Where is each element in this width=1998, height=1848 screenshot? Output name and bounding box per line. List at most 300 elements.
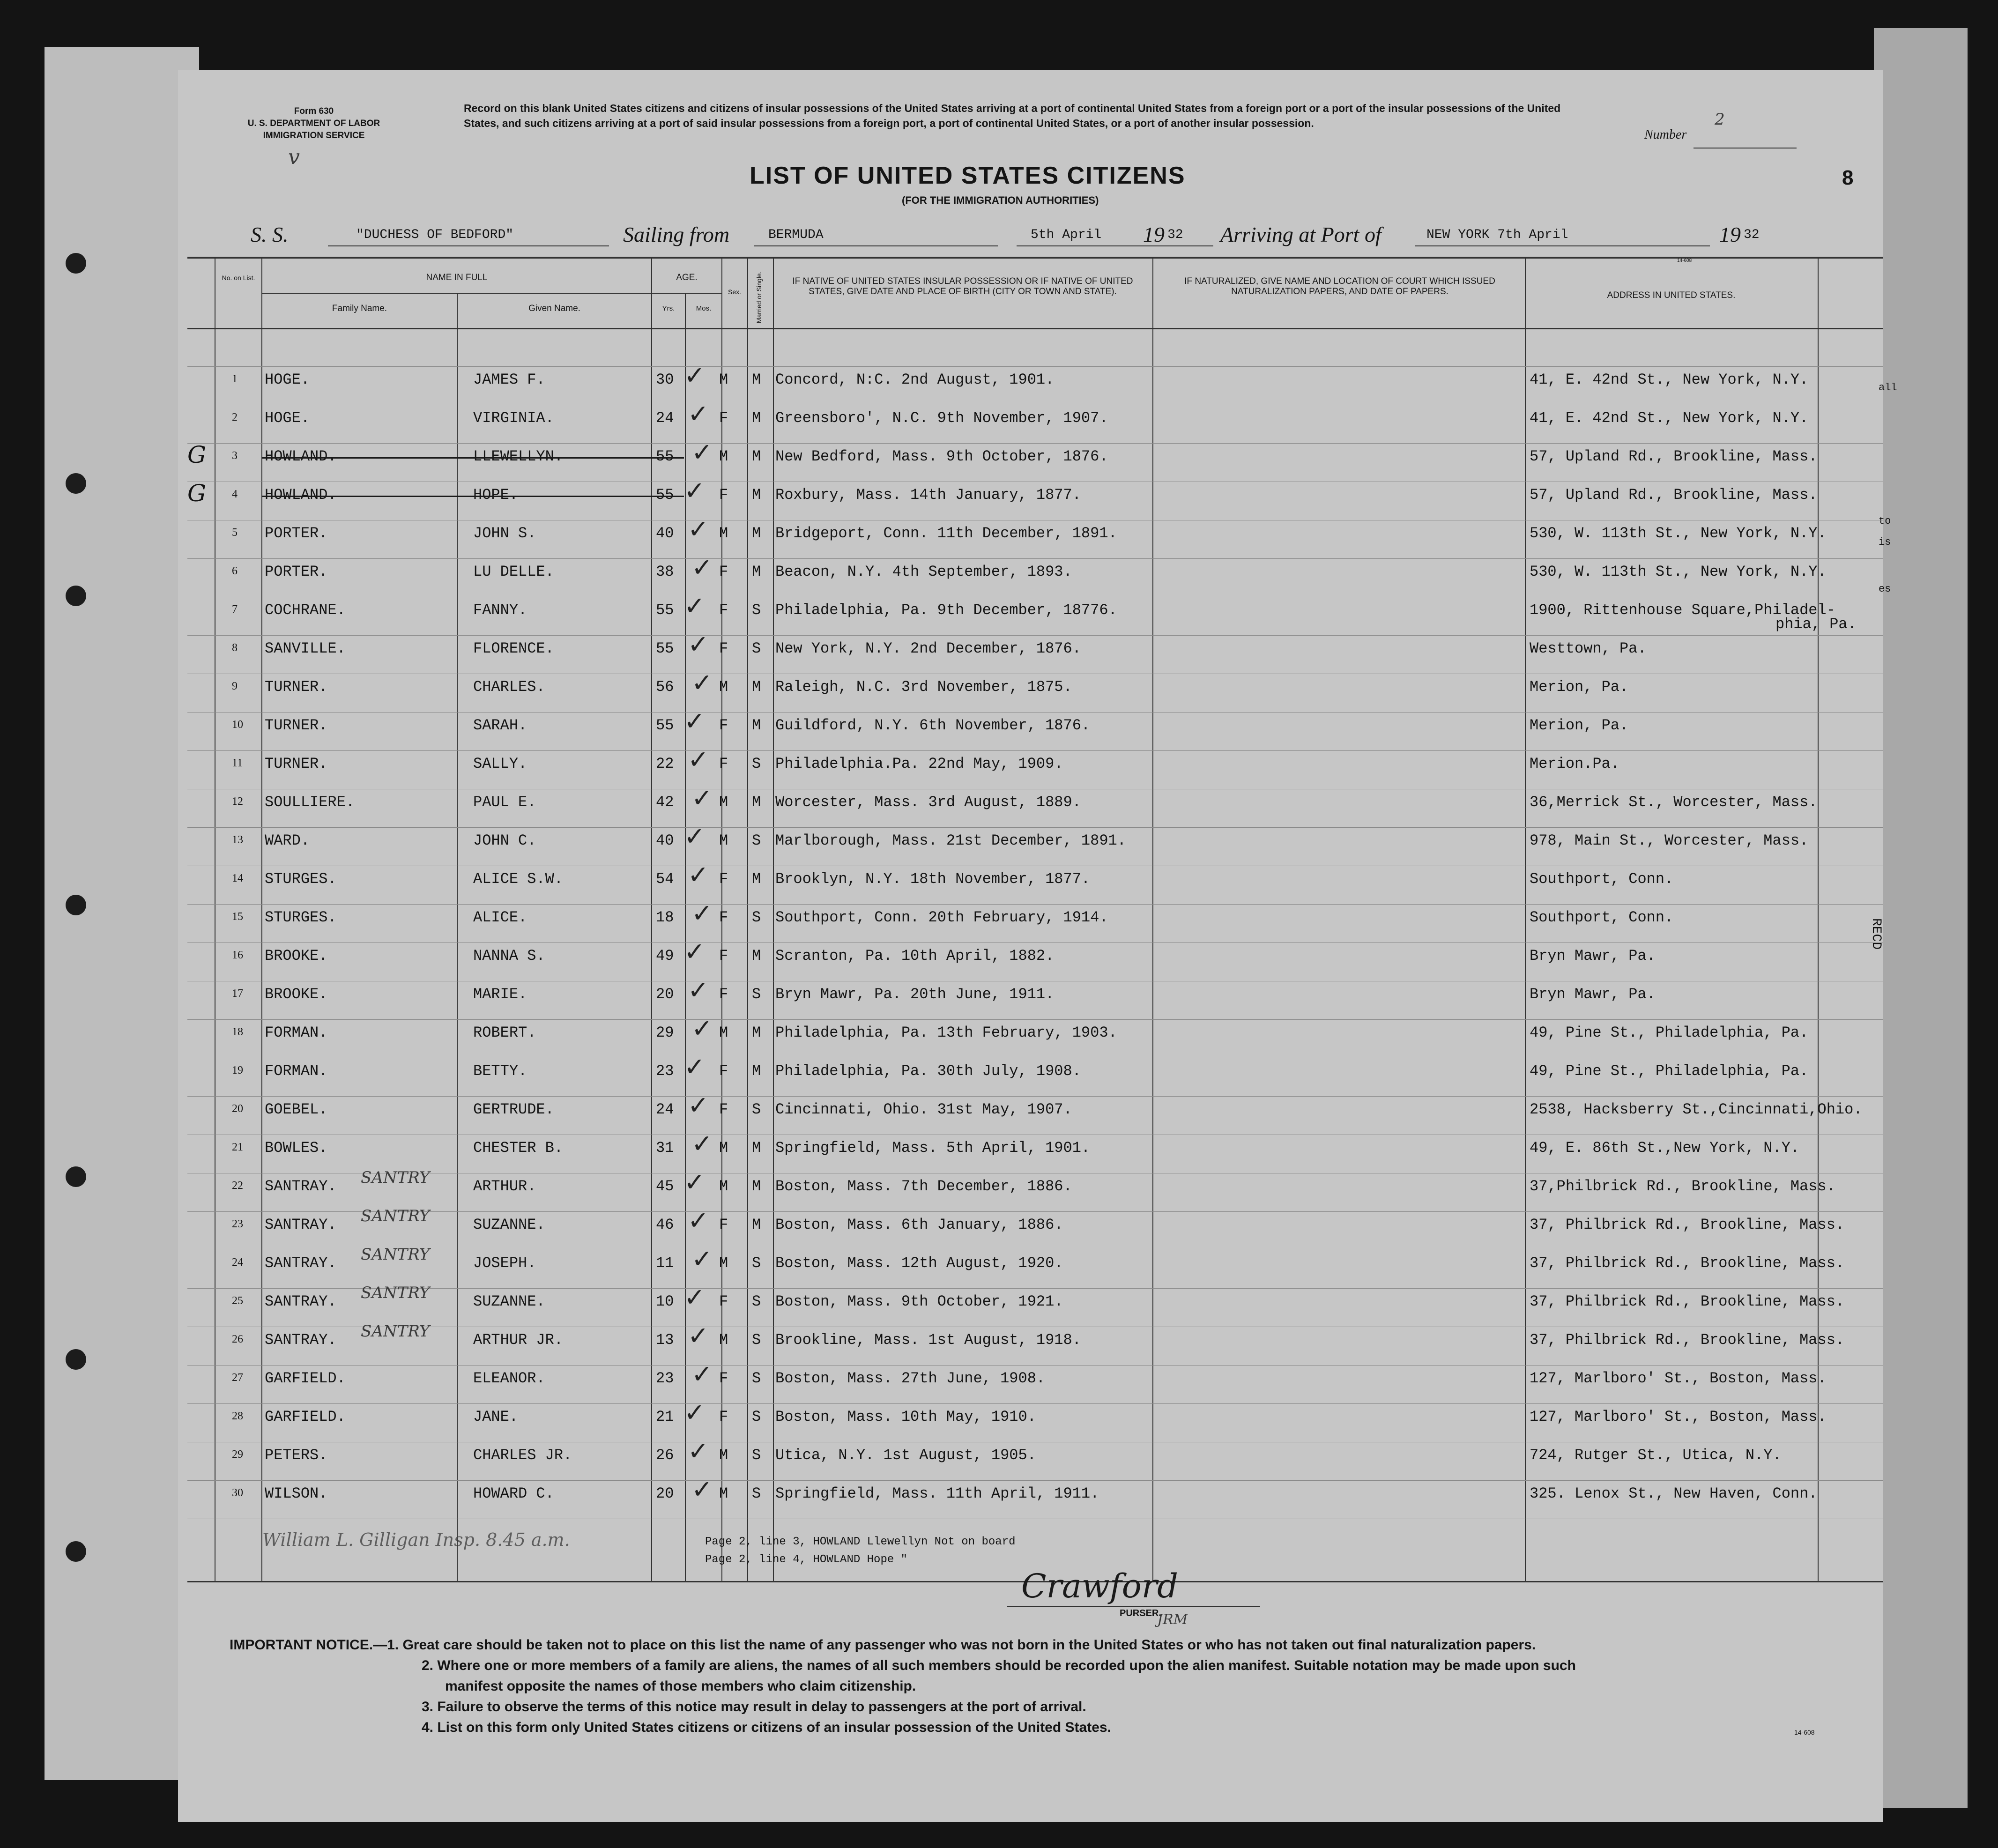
birth-place-date: Springfield, Mass. 5th April, 1901. <box>775 1139 1091 1157</box>
form-code: 14-608 <box>1794 1729 1815 1736</box>
us-address: 1900, Rittenhouse Square,Philadel- <box>1530 601 1835 619</box>
us-address: 37, Philbrick Rd., Brookline, Mass. <box>1530 1331 1845 1349</box>
arriving-label: Arriving at Port of <box>1220 223 1382 246</box>
marital-status: M <box>752 717 761 734</box>
birth-place-date: Philadelphia, Pa. 30th July, 1908. <box>775 1062 1081 1080</box>
family-name: SANTRAY. <box>265 1293 337 1310</box>
checkmark-icon: ✓ <box>684 1283 706 1312</box>
marital-status: M <box>752 1178 761 1195</box>
family-name: SOULLIERE. <box>265 794 355 811</box>
purser-initials: JRM <box>1157 1611 1188 1628</box>
checkmark-icon: ✓ <box>688 1091 709 1120</box>
birth-place-date: Boston, Mass. 7th December, 1886. <box>775 1178 1072 1195</box>
age-years: 23 <box>656 1062 674 1080</box>
marital-status: S <box>752 1485 761 1502</box>
us-address: 2538, Hacksberry St.,Cincinnati,Ohio. <box>1530 1101 1863 1118</box>
birth-place-date: New York, N.Y. 2nd December, 1876. <box>775 640 1081 657</box>
row-number: 6 <box>232 565 238 577</box>
row-number: 17 <box>232 987 243 1000</box>
age-years: 56 <box>656 678 674 696</box>
col-header-sex: Sex. <box>728 288 741 296</box>
us-address: 325. Lenox St., New Haven, Conn. <box>1530 1485 1818 1502</box>
birth-place-date: Greensboro', N.C. 9th November, 1907. <box>775 409 1108 427</box>
given-name: LU DELLE. <box>473 563 554 580</box>
birth-place-date: Bryn Mawr, Pa. 20th June, 1911. <box>775 986 1055 1003</box>
age-years: 54 <box>656 870 674 888</box>
punch-hole <box>66 1541 86 1562</box>
form-number: Form 630 <box>294 106 334 116</box>
margin-annotation: G <box>187 441 206 468</box>
table-row <box>0 783 1998 822</box>
row-number: 22 <box>232 1180 243 1192</box>
col-header-given-name: Given Name. <box>528 304 580 313</box>
sex: F <box>719 1062 728 1080</box>
checkmark-icon: ✓ <box>688 399 709 429</box>
birth-place-date: Boston, Mass. 9th October, 1921. <box>775 1293 1063 1310</box>
row-number: 14 <box>232 872 243 884</box>
row-number: 28 <box>232 1410 243 1422</box>
family-name: SANVILLE. <box>265 640 346 657</box>
given-name: PAUL E. <box>473 794 536 811</box>
family-name: SANTRAY. <box>265 1216 337 1233</box>
marital-status: M <box>752 794 761 811</box>
col-header-address: ADDRESS IN UNITED STATES. <box>1607 290 1736 300</box>
sex: F <box>719 717 728 734</box>
family-name: HOWLAND. <box>265 486 337 504</box>
us-address: 41, E. 42nd St., New York, N.Y. <box>1530 409 1809 427</box>
marital-status: S <box>752 909 761 926</box>
checkmark-icon: ✓ <box>684 361 706 390</box>
sex: M <box>719 1024 728 1041</box>
family-name: HOWLAND. <box>265 448 337 465</box>
checkmark-icon: ✓ <box>688 1321 709 1351</box>
age-years: 18 <box>656 909 674 926</box>
us-address: Southport, Conn. <box>1530 870 1674 888</box>
marital-status: S <box>752 755 761 772</box>
sex: M <box>719 448 728 465</box>
col-header-married-single: Married or Single. <box>755 271 763 323</box>
given-name: CHESTER B. <box>473 1139 564 1157</box>
marital-status: S <box>752 832 761 849</box>
given-name: JOHN S. <box>473 525 536 542</box>
sex: F <box>719 1216 728 1233</box>
checkmark-icon: ✓ <box>691 1129 713 1158</box>
checkmark-icon: ✓ <box>684 1052 706 1082</box>
marital-status: M <box>752 563 761 580</box>
age-years: 31 <box>656 1139 674 1157</box>
notice-item-2a: 2. Where one or more members of a family are aliens, the names of all such members should be recorded upon the alien manifest. Suitable notation may be made upon such <box>422 1658 1576 1673</box>
family-name: BROOKE. <box>265 947 328 965</box>
table-row <box>0 399 1998 438</box>
age-years: 55 <box>656 717 674 734</box>
signature-line <box>1007 1606 1260 1607</box>
col-header-naturalized: IF NATURALIZED, GIVE NAME AND LOCATION OF COURT WHICH ISSUED NATURALIZATION PAPERS, AND DATE OF PAPERS. <box>1184 276 1495 297</box>
age-years: 55 <box>656 486 674 504</box>
marital-status: M <box>752 409 761 427</box>
sex: F <box>719 870 728 888</box>
table-row <box>0 1436 1998 1475</box>
marital-status: S <box>752 640 761 657</box>
us-address: 127, Marlboro' St., Boston, Mass. <box>1530 1370 1827 1387</box>
handwritten-correction: SANTRY <box>361 1168 430 1187</box>
age-years: 23 <box>656 1370 674 1387</box>
sex: F <box>719 755 728 772</box>
marital-status: M <box>752 870 761 888</box>
family-name: TURNER. <box>265 717 328 734</box>
row-number: 30 <box>232 1487 243 1499</box>
table-row <box>0 1167 1998 1206</box>
number-label: Number <box>1644 127 1687 142</box>
checkmark-icon: ✓ <box>688 745 709 774</box>
birth-place-date: Worcester, Mass. 3rd August, 1889. <box>775 794 1081 811</box>
page-subtitle: (FOR THE IMMIGRATION AUTHORITIES) <box>902 194 1099 206</box>
birth-place-date: Southport, Conn. 20th February, 1914. <box>775 909 1108 926</box>
us-address: Westtown, Pa. <box>1530 640 1647 657</box>
arrival-port-date: NEW YORK 7th April <box>1426 228 1568 242</box>
age-years: 55 <box>656 601 674 619</box>
given-name: ARTHUR. <box>473 1178 536 1195</box>
sailing-year-suffix: 32 <box>1167 228 1183 242</box>
sex: M <box>719 1254 728 1272</box>
us-address: 49, Pine St., Philadelphia, Pa. <box>1530 1062 1809 1080</box>
row-number: 13 <box>232 834 243 846</box>
row-number: 16 <box>232 949 243 961</box>
age-years: 55 <box>656 448 674 465</box>
col-header-name-in-full: NAME IN FULL <box>426 273 488 282</box>
family-name: GOEBEL. <box>265 1101 328 1118</box>
table-row <box>0 630 1998 668</box>
us-address: 57, Upland Rd., Brookline, Mass. <box>1530 448 1818 465</box>
age-years: 10 <box>656 1293 674 1310</box>
marital-status: M <box>752 486 761 504</box>
row-number: 18 <box>232 1026 243 1038</box>
side-mark-all: all <box>1879 382 1897 393</box>
sex: F <box>719 1293 728 1310</box>
purser-label: PURSER. <box>1120 1608 1161 1618</box>
table-row <box>0 1052 1998 1091</box>
us-address: 530, W. 113th St., New York, N.Y. <box>1530 563 1827 580</box>
checkmark-icon: ✓ <box>684 1167 706 1197</box>
birth-place-date: Philadelphia.Pa. 22nd May, 1909. <box>775 755 1063 772</box>
age-years: 24 <box>656 409 674 427</box>
sailing-year-prefix: 19 <box>1143 223 1165 246</box>
col-header-age: AGE. <box>676 273 698 282</box>
sex: F <box>719 409 728 427</box>
given-name: BETTY. <box>473 1062 527 1080</box>
sex: M <box>719 1178 728 1195</box>
table-row <box>0 553 1998 591</box>
form-identification <box>225 105 403 142</box>
marital-status: S <box>752 1370 761 1387</box>
age-years: 11 <box>656 1254 674 1272</box>
age-years: 30 <box>656 371 674 388</box>
sex: M <box>719 832 728 849</box>
marital-status: M <box>752 1216 761 1233</box>
family-name: WARD. <box>265 832 310 849</box>
given-name: ROBERT. <box>473 1024 536 1041</box>
footnote-line-2: Page 2, line 4, HOWLAND Hope " <box>705 1553 908 1566</box>
given-name: SUZANNE. <box>473 1216 545 1233</box>
family-name: BOWLES. <box>265 1139 328 1157</box>
given-name: ARTHUR JR. <box>473 1331 564 1349</box>
row-number: 27 <box>232 1372 243 1384</box>
age-years: 49 <box>656 947 674 965</box>
given-name: MARIE. <box>473 986 527 1003</box>
sex: F <box>719 986 728 1003</box>
handwritten-correction: SANTRY <box>361 1322 430 1341</box>
page-title: LIST OF UNITED STATES CITIZENS <box>750 162 1186 189</box>
birth-place-date: Boston, Mass. 12th August, 1920. <box>775 1254 1063 1272</box>
family-name: TURNER. <box>265 755 328 772</box>
instructions-text: Record on this blank United States citizens and citizens of insular possessions of the United States arriving at a port of continental United States from a foreign port or a port of the insular possessions of the United States, and such citizens arriving at a port of said insular possessions from a foreign port, a port of continental United States, or a port of another insular possession. <box>464 102 1561 129</box>
given-name: ELEANOR. <box>473 1370 545 1387</box>
ss-label: S. S. <box>251 223 289 246</box>
col-header-no: No. on List. <box>222 274 255 282</box>
sex: F <box>719 1408 728 1425</box>
col-header-family-name: Family Name. <box>332 304 387 313</box>
birth-place-date: Guildford, N.Y. 6th November, 1876. <box>775 717 1091 734</box>
notice-item-3: 3. Failure to observe the terms of this notice may result in delay to passengers at the port of arrival. <box>422 1699 1086 1714</box>
handwritten-correction: SANTRY <box>361 1245 430 1264</box>
table-row <box>0 1091 1998 1129</box>
checkmark-icon: ✓ <box>684 937 706 966</box>
notice-item-4: 4. List on this form only United States citizens or citizens of an insular possession of the United States. <box>422 1720 1111 1735</box>
birth-place-date: Philadelphia, Pa. 9th December, 18776. <box>775 601 1117 619</box>
service-name: IMMIGRATION SERVICE <box>263 131 365 141</box>
purser-signature: Crawford <box>1021 1567 1178 1605</box>
col-header-yrs: Yrs. <box>662 304 675 312</box>
birth-place-date: Bridgeport, Conn. 11th December, 1891. <box>775 525 1117 542</box>
given-name: HOPE. <box>473 486 519 504</box>
row-number: 26 <box>232 1333 243 1345</box>
given-name: JOHN C. <box>473 832 536 849</box>
sex: F <box>719 909 728 926</box>
given-name: CHARLES. <box>473 678 545 696</box>
table-row <box>0 898 1998 937</box>
row-number: 29 <box>232 1448 243 1461</box>
birth-place-date: Brooklyn, N.Y. 18th November, 1877. <box>775 870 1091 888</box>
side-mark-es: es <box>1879 583 1891 595</box>
col-header-native: IF NATIVE OF UNITED STATES INSULAR POSSESSION OR IF NATIVE OF UNITED STATES, GIVE DATE AND PLACE OF BIRTH (CITY OR TOWN AND STATE). <box>792 276 1133 297</box>
given-name: CHARLES JR. <box>473 1447 572 1464</box>
age-years: 13 <box>656 1331 674 1349</box>
marital-status: S <box>752 1408 761 1425</box>
age-years: 22 <box>656 755 674 772</box>
checkmark-icon: ✓ <box>684 1398 706 1427</box>
family-name: GARFIELD. <box>265 1408 346 1425</box>
name-subheader-rule <box>262 293 661 294</box>
table-row <box>0 1359 1998 1398</box>
marital-status: M <box>752 947 761 965</box>
family-name: STURGES. <box>265 870 337 888</box>
sex: F <box>719 601 728 619</box>
checkmark-icon: ✓ <box>691 783 713 813</box>
checkmark-icon: ✓ <box>684 591 706 621</box>
given-name: GERTRUDE. <box>473 1101 554 1118</box>
checkmark-icon: ✓ <box>688 514 709 544</box>
marital-status: M <box>752 525 761 542</box>
marital-status: S <box>752 1293 761 1310</box>
row-number: 24 <box>232 1256 243 1269</box>
table-row <box>0 745 1998 783</box>
given-name: FLORENCE. <box>473 640 554 657</box>
us-address: 724, Rutger St., Utica, N.Y. <box>1530 1447 1782 1464</box>
department-name: U. S. DEPARTMENT OF LABOR <box>247 119 380 128</box>
sex: F <box>719 1370 728 1387</box>
given-name: VIRGINIA. <box>473 409 554 427</box>
sex: F <box>719 947 728 965</box>
marital-status: S <box>752 1331 761 1349</box>
row-number: 10 <box>232 719 243 731</box>
row-number: 2 <box>232 411 238 423</box>
row-number: 23 <box>232 1218 243 1230</box>
checkmark-icon: ✓ <box>691 1014 713 1043</box>
sex: M <box>719 794 728 811</box>
table-row <box>0 1014 1998 1052</box>
birth-place-date: New Bedford, Mass. 9th October, 1876. <box>775 448 1108 465</box>
marital-status: S <box>752 986 761 1003</box>
checkmark-icon: ✓ <box>684 476 706 505</box>
notice-item-1: Great care should be taken not to place on this list the name of any passenger who was not born in the United States or who has not taken out final naturalization papers. <box>402 1637 1536 1653</box>
birth-place-date: Marlborough, Mass. 21st December, 1891. <box>775 832 1126 849</box>
us-address: 41, E. 42nd St., New York, N.Y. <box>1530 371 1809 388</box>
handwritten-correction: SANTRY <box>361 1207 430 1225</box>
row-number: 15 <box>232 911 243 923</box>
checkmark-icon: ✓ <box>688 860 709 890</box>
corner-mark: 8 <box>1842 166 1854 189</box>
sex: F <box>719 486 728 504</box>
list-number: 2 <box>1715 110 1725 129</box>
family-name: COCHRANE. <box>265 601 346 619</box>
table-row <box>0 937 1998 975</box>
marital-status: M <box>752 448 761 465</box>
table-row <box>0 1398 1998 1436</box>
sex: M <box>719 525 728 542</box>
table-top-border <box>187 257 1883 259</box>
birth-place-date: Concord, N:C. 2nd August, 1901. <box>775 371 1055 388</box>
sex: F <box>719 1101 728 1118</box>
important-notice <box>230 1635 1576 1738</box>
sex: M <box>719 678 728 696</box>
row-number: 1 <box>232 373 238 385</box>
table-row <box>0 1475 1998 1513</box>
us-address-continued: phia, Pa. <box>1775 616 1857 633</box>
notice-label: IMPORTANT NOTICE.—1. <box>230 1637 399 1653</box>
strikethrough-line <box>262 457 684 459</box>
table-row <box>0 668 1998 706</box>
row-number: 3 <box>232 450 238 462</box>
age-years: 20 <box>656 1485 674 1502</box>
row-number: 21 <box>232 1141 243 1153</box>
age-subheader-rule <box>651 293 721 294</box>
marital-status: S <box>752 1254 761 1272</box>
arrival-year-suffix: 32 <box>1744 228 1760 242</box>
family-name: HOGE. <box>265 409 310 427</box>
row-number: 11 <box>232 757 243 769</box>
family-name: FORMAN. <box>265 1062 328 1080</box>
punch-hole <box>66 253 86 274</box>
age-years: 40 <box>656 832 674 849</box>
age-years: 40 <box>656 525 674 542</box>
sex: M <box>719 1139 728 1157</box>
family-name: GARFIELD. <box>265 1370 346 1387</box>
given-name: JANE. <box>473 1408 519 1425</box>
family-name: BROOKE. <box>265 986 328 1003</box>
departure-port: BERMUDA <box>768 228 824 242</box>
printer-code: 14-608 <box>1677 258 1692 263</box>
marital-status: M <box>752 1062 761 1080</box>
header-bottom-border <box>187 328 1883 329</box>
us-address: Merion, Pa. <box>1530 717 1629 734</box>
date-underline <box>1017 245 1213 246</box>
birth-place-date: Boston, Mass. 27th June, 1908. <box>775 1370 1046 1387</box>
us-address: Merion.Pa. <box>1530 755 1620 772</box>
family-name: STURGES. <box>265 909 337 926</box>
birth-place-date: Roxbury, Mass. 14th January, 1877. <box>775 486 1081 504</box>
side-mark-is: is <box>1879 536 1891 548</box>
age-years: 21 <box>656 1408 674 1425</box>
age-years: 55 <box>656 640 674 657</box>
table-row <box>0 1129 1998 1167</box>
checkmark-icon: ✓ <box>691 898 713 928</box>
given-name: ALICE. <box>473 909 527 926</box>
sailing-from-label: Sailing from <box>623 223 730 246</box>
sex: M <box>719 371 728 388</box>
handwritten-correction: SANTRY <box>361 1284 430 1302</box>
strikethrough-line <box>262 496 684 497</box>
marital-status: S <box>752 1101 761 1118</box>
row-number: 25 <box>232 1295 243 1307</box>
table-row <box>0 1206 1998 1244</box>
us-address: 978, Main St., Worcester, Mass. <box>1530 832 1809 849</box>
checkmark-icon: ✓ <box>691 1359 713 1389</box>
marital-status: S <box>752 1447 761 1464</box>
checkmark-icon: ✓ <box>684 706 706 736</box>
side-mark-recd: RECD <box>1869 918 1883 950</box>
sailing-date: 5th April <box>1031 228 1102 242</box>
us-address: 127, Marlboro' St., Boston, Mass. <box>1530 1408 1827 1425</box>
notice-item-2b: manifest opposite the names of those members who claim citizenship. <box>445 1678 916 1694</box>
checkmark-icon: ✓ <box>688 630 709 659</box>
row-number: 5 <box>232 527 238 539</box>
age-years: 38 <box>656 563 674 580</box>
col-header-mos: Mos. <box>696 304 712 312</box>
given-name: SARAH. <box>473 717 527 734</box>
us-address: 49, E. 86th St.,New York, N.Y. <box>1530 1139 1800 1157</box>
age-years: 45 <box>656 1178 674 1195</box>
row-number: 19 <box>232 1064 243 1076</box>
family-name: SANTRAY. <box>265 1331 337 1349</box>
row-number: 7 <box>232 603 238 616</box>
age-years: 20 <box>656 986 674 1003</box>
age-years: 29 <box>656 1024 674 1041</box>
marital-status: M <box>752 678 761 696</box>
family-name: WILSON. <box>265 1485 328 1502</box>
checkmark-icon: ✓ <box>691 438 713 467</box>
given-name: NANNA S. <box>473 947 545 965</box>
us-address: Southport, Conn. <box>1530 909 1674 926</box>
margin-annotation: G <box>187 480 206 507</box>
family-name: HOGE. <box>265 371 310 388</box>
checkmark-icon: ✓ <box>691 1475 713 1504</box>
arrival-year-prefix: 19 <box>1719 223 1741 246</box>
row-number: 8 <box>232 642 238 654</box>
sex: M <box>719 1331 728 1349</box>
table-row <box>0 476 1998 514</box>
age-years: 46 <box>656 1216 674 1233</box>
us-address: Merion, Pa. <box>1530 678 1629 696</box>
sex: F <box>719 640 728 657</box>
